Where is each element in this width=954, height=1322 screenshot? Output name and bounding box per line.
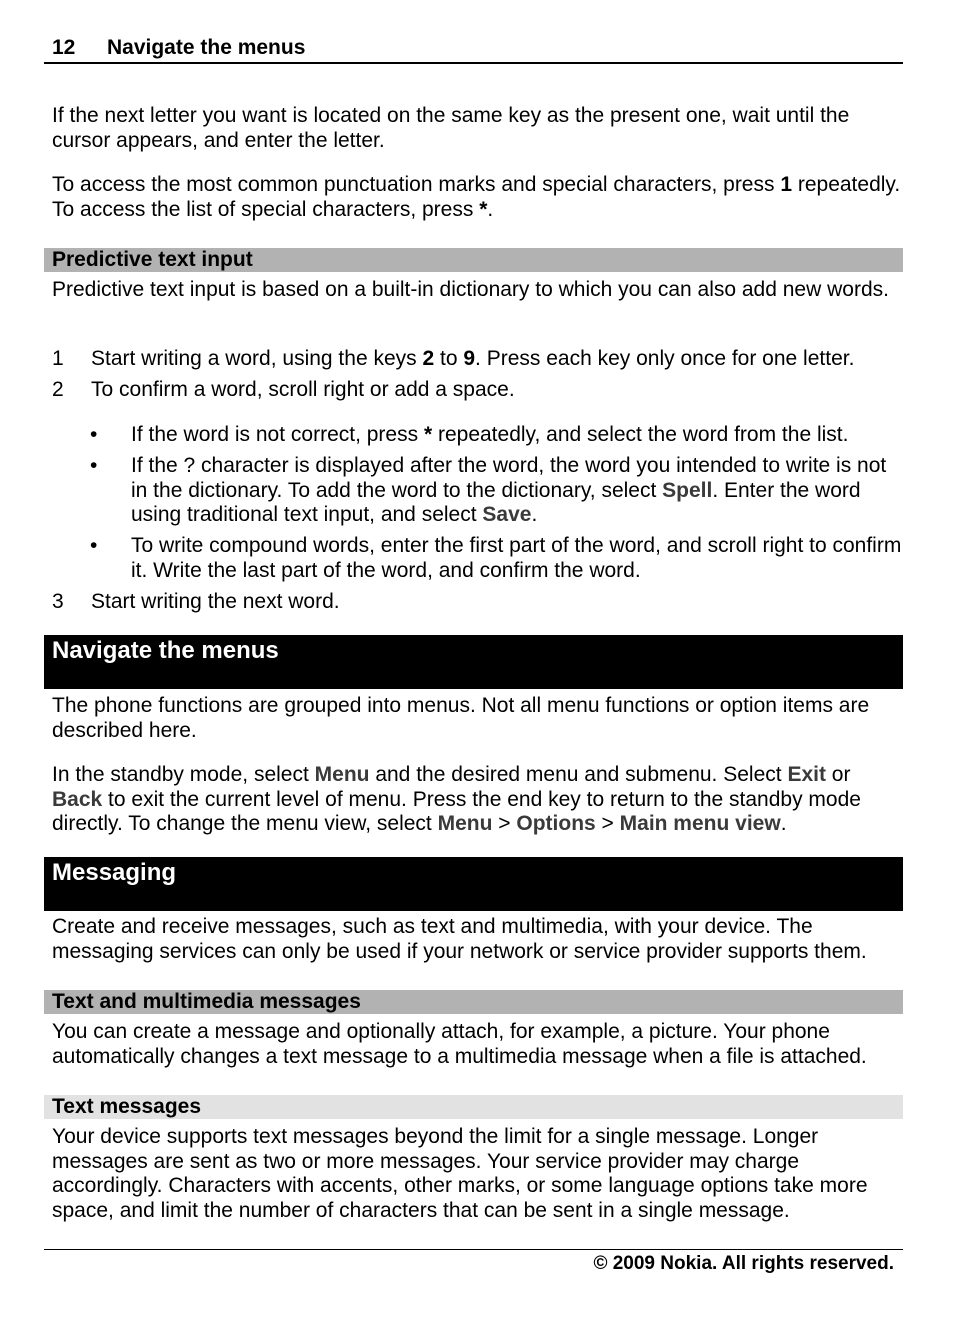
text-multimedia-paragraph: You can create a message and optionally attach, for example, a picture. Your phone automatically changes a text message to a multimedia message when a file is attached. bbox=[52, 1020, 867, 1068]
text-run: to exit the current level of menu. Press the end key to return to the standby mode directly. To change the menu view, select bbox=[52, 787, 861, 836]
key-9: 9 bbox=[463, 347, 476, 370]
section-heading-messaging: Messaging bbox=[44, 857, 903, 911]
bullet-text bbox=[131, 454, 902, 528]
key-2: 2 bbox=[422, 347, 435, 370]
options-command: Options bbox=[516, 812, 596, 836]
page-number: 12 bbox=[52, 36, 76, 59]
navigate-paragraph-2 bbox=[52, 763, 902, 837]
step-number: 3 bbox=[52, 590, 64, 613]
text-run: In the standby mode, select bbox=[52, 763, 315, 786]
text-run: To access the most common punctuation marks and special characters, press bbox=[52, 173, 781, 196]
copyright-notice: © 2009 Nokia. All rights reserved. bbox=[593, 1253, 894, 1274]
text-run: repeatedly. To access the list of special characters, press bbox=[52, 173, 901, 221]
text-run: . Press each key only once for one letter. bbox=[475, 347, 855, 370]
bullet-icon: • bbox=[90, 423, 98, 446]
subheading-text-messages: Text messages bbox=[44, 1095, 903, 1119]
intro-paragraph-2 bbox=[52, 173, 902, 222]
spell-command: Spell bbox=[662, 478, 713, 502]
text-run: and the desired menu and submenu. Select bbox=[369, 763, 788, 786]
menu-command: Menu bbox=[314, 763, 370, 786]
menu-command: Menu bbox=[437, 812, 493, 836]
bullet-icon: • bbox=[90, 454, 98, 477]
key-star: * bbox=[423, 423, 433, 446]
text-run: or bbox=[825, 763, 851, 786]
text-run: If the word is not correct, press bbox=[131, 423, 424, 446]
bullet-text bbox=[131, 423, 902, 448]
subheading-predictive-text: Predictive text input bbox=[44, 248, 903, 272]
footer-divider bbox=[44, 1249, 903, 1250]
step-number: 1 bbox=[52, 347, 64, 370]
step-text bbox=[91, 347, 901, 372]
text-run: to bbox=[434, 347, 464, 370]
text-run: . Enter the word using traditional text input, and select bbox=[131, 478, 861, 527]
page-header bbox=[44, 36, 903, 64]
navigate-paragraph-1: The phone functions are grouped into menus. Not all menu functions or option items are described here. bbox=[52, 694, 870, 742]
running-section-title: Navigate the menus bbox=[107, 36, 306, 59]
bullet-icon: • bbox=[90, 534, 98, 557]
save-command: Save bbox=[482, 503, 532, 527]
text-messages-paragraph: Your device supports text messages beyond the limit for a single message. Longer messages are sent as two or more messages. Your service provider may charge accordingly. Characters with accents, other marks, or some language options take more space, and limit the number of characters that can be sent in a single message. bbox=[52, 1125, 868, 1222]
path-separator: > bbox=[595, 812, 620, 836]
bullet-text: To write compound words, enter the first part of the word, and scroll right to confirm it. Write the last part of the word, and confirm the word. bbox=[131, 534, 902, 582]
text-run: repeatedly, and select the word from the list. bbox=[432, 423, 849, 446]
predictive-description: Predictive text input is based on a built-in dictionary to which you can also add new words. bbox=[52, 278, 889, 301]
key-1: 1 bbox=[780, 173, 793, 196]
step-text: To confirm a word, scroll right or add a space. bbox=[91, 378, 515, 401]
intro-paragraph-1: If the next letter you want is located on the same key as the present one, wait until the cursor appears, and enter the letter. bbox=[52, 104, 850, 152]
key-star: * bbox=[479, 197, 488, 221]
text-run: If the ? character is displayed after the word, the word you intended to write is not in the dictionary. To add the word to the dictionary, select bbox=[131, 454, 887, 502]
text-run: Start writing a word, using the keys bbox=[91, 347, 423, 370]
text-run: . bbox=[487, 197, 494, 221]
exit-command: Exit bbox=[787, 763, 826, 786]
step-number: 2 bbox=[52, 378, 64, 401]
text-run: . bbox=[780, 812, 787, 836]
main-menu-view-command: Main menu view bbox=[619, 812, 781, 836]
section-heading-navigate-menus: Navigate the menus bbox=[44, 635, 903, 689]
messaging-paragraph: Create and receive messages, such as text and multimedia, with your device. The messaging services can only be used if your network or service provider supports them. bbox=[52, 915, 867, 963]
text-run: . bbox=[531, 503, 538, 527]
back-command: Back bbox=[52, 787, 103, 811]
step-text: Start writing the next word. bbox=[91, 590, 340, 613]
path-separator: > bbox=[492, 812, 517, 836]
subheading-text-multimedia: Text and multimedia messages bbox=[44, 990, 903, 1014]
